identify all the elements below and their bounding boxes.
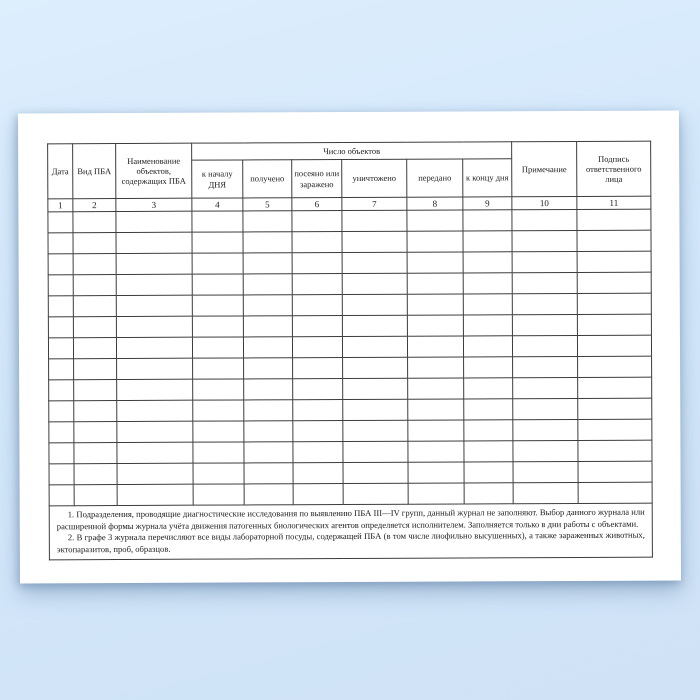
footnote-item-1: 1. Подразделения, проводящие диагностические исследования по выявлению ПБА III—IV групп, данный журнал не заполняют. Выбор данного журнала или расширенной формы журнала учёта движения патогенных биологических агентов определяется исполнителем. Заполняется только в дни работы с объектами. — [56, 506, 645, 531]
pba-register-table — [47, 141, 653, 561]
table-cell-empty — [293, 358, 343, 379]
table-cell-empty — [513, 378, 578, 399]
table-cell-empty — [513, 357, 578, 378]
table-cell-empty — [463, 294, 512, 315]
table-row — [48, 293, 651, 317]
table-cell-empty — [577, 209, 651, 230]
table-cell-empty — [192, 316, 243, 337]
table-row — [48, 230, 651, 254]
table-cell-empty — [408, 462, 464, 483]
table-cell-empty — [512, 273, 577, 294]
table-cell-empty — [464, 462, 513, 483]
table-cell-empty — [463, 315, 512, 336]
table-cell-empty — [192, 295, 243, 316]
table-cell-empty — [513, 420, 578, 441]
table-cell-empty — [117, 379, 193, 400]
table-cell-empty — [73, 338, 116, 359]
table-cell-empty — [117, 463, 193, 484]
table-cell-empty — [49, 359, 74, 380]
table-cell-empty — [244, 379, 293, 400]
table-cell-empty — [116, 337, 192, 358]
table-cell-empty — [464, 420, 513, 441]
column-header-received: получено — [243, 160, 292, 198]
table-cell-empty — [243, 253, 292, 274]
table-cell-empty — [116, 316, 192, 337]
column-header-seeded-or-infected: посеяно или заражено — [292, 160, 342, 198]
table-cell-empty — [343, 483, 408, 504]
table-cell-empty — [408, 420, 464, 441]
table-cell-empty — [512, 336, 577, 357]
table-cell-empty — [408, 399, 464, 420]
table-cell-empty — [512, 231, 577, 252]
table-cell-empty — [577, 314, 651, 335]
table-cell-empty — [193, 358, 244, 379]
table-row — [49, 419, 652, 443]
table-cell-empty — [577, 251, 651, 272]
table-cell-empty — [407, 210, 463, 231]
table-cell-empty — [116, 211, 192, 232]
table-cell-empty — [193, 400, 244, 421]
table-cell-empty — [192, 337, 243, 358]
table-cell-empty — [342, 210, 407, 231]
table-cell-empty — [343, 399, 408, 420]
table-cell-empty — [73, 254, 116, 275]
table-cell-empty — [293, 463, 343, 484]
table-cell-empty — [292, 337, 342, 358]
table-cell-empty — [407, 315, 463, 336]
table-cell-empty — [578, 419, 652, 440]
table-row — [49, 356, 652, 380]
table-cell-empty — [48, 212, 73, 233]
table-row — [48, 251, 651, 275]
table-cell-empty — [193, 421, 244, 442]
table-cell-empty — [577, 230, 651, 251]
table-cell-empty — [293, 379, 343, 400]
column-header-date: Дата — [48, 144, 73, 199]
table-cell-empty — [463, 252, 512, 273]
table-cell-empty — [292, 232, 342, 253]
table-header — [48, 141, 651, 212]
table-cell-empty — [243, 211, 292, 232]
table-cell-empty — [577, 335, 651, 356]
table-cell-empty — [513, 441, 578, 462]
column-number: 10 — [512, 197, 577, 210]
table-cell-empty — [192, 232, 243, 253]
column-header-object-name: Наименование объектов, содержащих ПБА — [116, 143, 192, 198]
column-number: 5 — [243, 198, 292, 211]
column-number: 9 — [463, 197, 512, 210]
table-footnote-section — [49, 503, 652, 560]
footnote-item-2: 2. В графе 3 журнала перечисляют все виды лабораторной посуды, содержащей ПБА (в том числе лиофильно высушенных), а также зараженных животных, эктопаразитов, проб, образцов. — [56, 529, 645, 555]
table-cell-empty — [74, 443, 117, 464]
table-cell-empty — [243, 316, 292, 337]
table-cell-empty — [117, 442, 193, 463]
column-number: 7 — [342, 197, 407, 210]
table-row — [49, 461, 652, 485]
column-number: 4 — [192, 198, 243, 211]
table-cell-empty — [49, 422, 74, 443]
table-cell-empty — [74, 422, 117, 443]
table-cell-empty — [192, 274, 243, 295]
table-cell-empty — [464, 441, 513, 462]
column-group-header-object-count: Число объектов — [192, 142, 512, 160]
table-cell-empty — [578, 398, 652, 419]
column-header-end-of-day: к концу дня — [463, 159, 512, 197]
table-cell-empty — [343, 357, 408, 378]
table-row — [48, 335, 651, 359]
table-cell-empty — [243, 337, 292, 358]
table-cell-empty — [292, 295, 342, 316]
table-cell-empty — [193, 379, 244, 400]
table-cell-empty — [578, 356, 652, 377]
table-cell-empty — [49, 380, 74, 401]
table-cell-empty — [48, 254, 73, 275]
table-cell-empty — [49, 464, 74, 485]
table-cell-empty — [292, 253, 342, 274]
table-cell-empty — [513, 399, 578, 420]
table-row — [48, 209, 651, 233]
column-number: 3 — [116, 198, 192, 211]
table-cell-empty — [342, 315, 407, 336]
table-cell-empty — [244, 400, 293, 421]
table-cell-empty — [292, 211, 342, 232]
table-cell-empty — [116, 232, 192, 253]
table-cell-empty — [512, 252, 577, 273]
table-cell-empty — [49, 485, 74, 506]
table-cell-empty — [513, 462, 578, 483]
table-cell-empty — [293, 442, 343, 463]
column-number: 11 — [577, 196, 651, 209]
table-cell-empty — [192, 211, 243, 232]
table-cell-empty — [73, 212, 116, 233]
table-cell-empty — [293, 421, 343, 442]
column-number: 1 — [48, 199, 73, 212]
table-cell-empty — [193, 484, 244, 505]
table-cell-empty — [408, 357, 464, 378]
table-cell-empty — [48, 275, 73, 296]
table-cell-empty — [74, 464, 117, 485]
table-cell-empty — [463, 210, 512, 231]
table-cell-empty — [116, 274, 192, 295]
table-cell-empty — [407, 273, 463, 294]
column-header-transferred: передано — [407, 159, 463, 197]
table-cell-empty — [408, 441, 464, 462]
table-cell-empty — [578, 440, 652, 461]
table-cell-empty — [342, 294, 407, 315]
table-cell-empty — [49, 401, 74, 422]
column-header-pba-type: Вид ПБА — [73, 144, 116, 199]
table-cell-empty — [578, 377, 652, 398]
table-cell-empty — [48, 233, 73, 254]
table-row — [48, 272, 651, 296]
table-cell-empty — [463, 273, 512, 294]
table-cell-empty — [73, 317, 116, 338]
table-cell-empty — [463, 336, 512, 357]
table-cell-empty — [577, 293, 651, 314]
table-cell-empty — [117, 484, 193, 505]
table-cell-empty — [342, 336, 407, 357]
table-cell-empty — [464, 357, 513, 378]
table-cell-empty — [244, 421, 293, 442]
table-cell-empty — [243, 295, 292, 316]
table-cell-empty — [117, 400, 193, 421]
table-cell-empty — [48, 317, 73, 338]
table-cell-empty — [343, 378, 408, 399]
table-cell-empty — [192, 253, 243, 274]
table-cell-empty — [193, 442, 244, 463]
table-cell-empty — [48, 296, 73, 317]
table-cell-empty — [74, 359, 117, 380]
column-header-start-of-day: к началу ДНЯ — [192, 160, 243, 198]
table-cell-empty — [464, 399, 513, 420]
table-cell-empty — [116, 295, 192, 316]
table-row — [49, 377, 652, 401]
column-number: 6 — [292, 198, 342, 211]
footnote-cell — [49, 503, 652, 560]
table-cell-empty — [408, 378, 464, 399]
table-cell-empty — [244, 484, 293, 505]
table-cell-empty — [73, 275, 116, 296]
table-cell-empty — [578, 482, 652, 503]
table-cell-empty — [243, 232, 292, 253]
table-cell-empty — [244, 358, 293, 379]
table-cell-empty — [49, 443, 74, 464]
table-cell-empty — [343, 441, 408, 462]
table-cell-empty — [116, 253, 192, 274]
table-cell-empty — [293, 484, 343, 505]
table-cell-empty — [73, 233, 116, 254]
table-row — [49, 440, 652, 464]
table-cell-empty — [464, 483, 513, 504]
document-sheet — [18, 111, 681, 584]
table-cell-empty — [243, 274, 292, 295]
table-cell-empty — [117, 421, 193, 442]
table-cell-empty — [74, 401, 117, 422]
table-row — [49, 398, 652, 422]
table-cell-empty — [342, 252, 407, 273]
table-cell-empty — [343, 420, 408, 441]
table-cell-empty — [577, 272, 651, 293]
table-cell-empty — [292, 316, 342, 337]
table-cell-empty — [293, 400, 343, 421]
table-cell-empty — [408, 483, 464, 504]
table-cell-empty — [74, 485, 117, 506]
table-cell-empty — [512, 210, 577, 231]
table-cell-empty — [407, 231, 463, 252]
table-cell-empty — [342, 273, 407, 294]
table-cell-empty — [244, 463, 293, 484]
table-cell-empty — [74, 380, 117, 401]
column-header-destroyed: уничтожено — [342, 159, 407, 197]
table-cell-empty — [463, 231, 512, 252]
table-cell-empty — [48, 338, 73, 359]
table-row — [49, 482, 652, 506]
table-cell-empty — [464, 378, 513, 399]
table-cell-empty — [407, 294, 463, 315]
empty-rows — [48, 209, 652, 506]
column-number: 8 — [407, 197, 463, 210]
table-row — [48, 314, 651, 338]
table-cell-empty — [193, 463, 244, 484]
table-cell-empty — [407, 252, 463, 273]
table-cell-empty — [292, 274, 342, 295]
table-cell-empty — [244, 442, 293, 463]
table-cell-empty — [512, 294, 577, 315]
column-header-note: Примечание — [512, 142, 577, 197]
column-number: 2 — [73, 199, 116, 212]
table-cell-empty — [343, 462, 408, 483]
table-cell-empty — [513, 483, 578, 504]
table-cell-empty — [578, 461, 652, 482]
table-cell-empty — [512, 315, 577, 336]
table-cell-empty — [117, 358, 193, 379]
footnote-row — [49, 503, 652, 560]
table-cell-empty — [73, 296, 116, 317]
table-cell-empty — [342, 231, 407, 252]
header-row-groups — [48, 141, 651, 161]
column-header-signature: Подпись ответственного лица — [577, 141, 651, 196]
table-cell-empty — [407, 336, 463, 357]
